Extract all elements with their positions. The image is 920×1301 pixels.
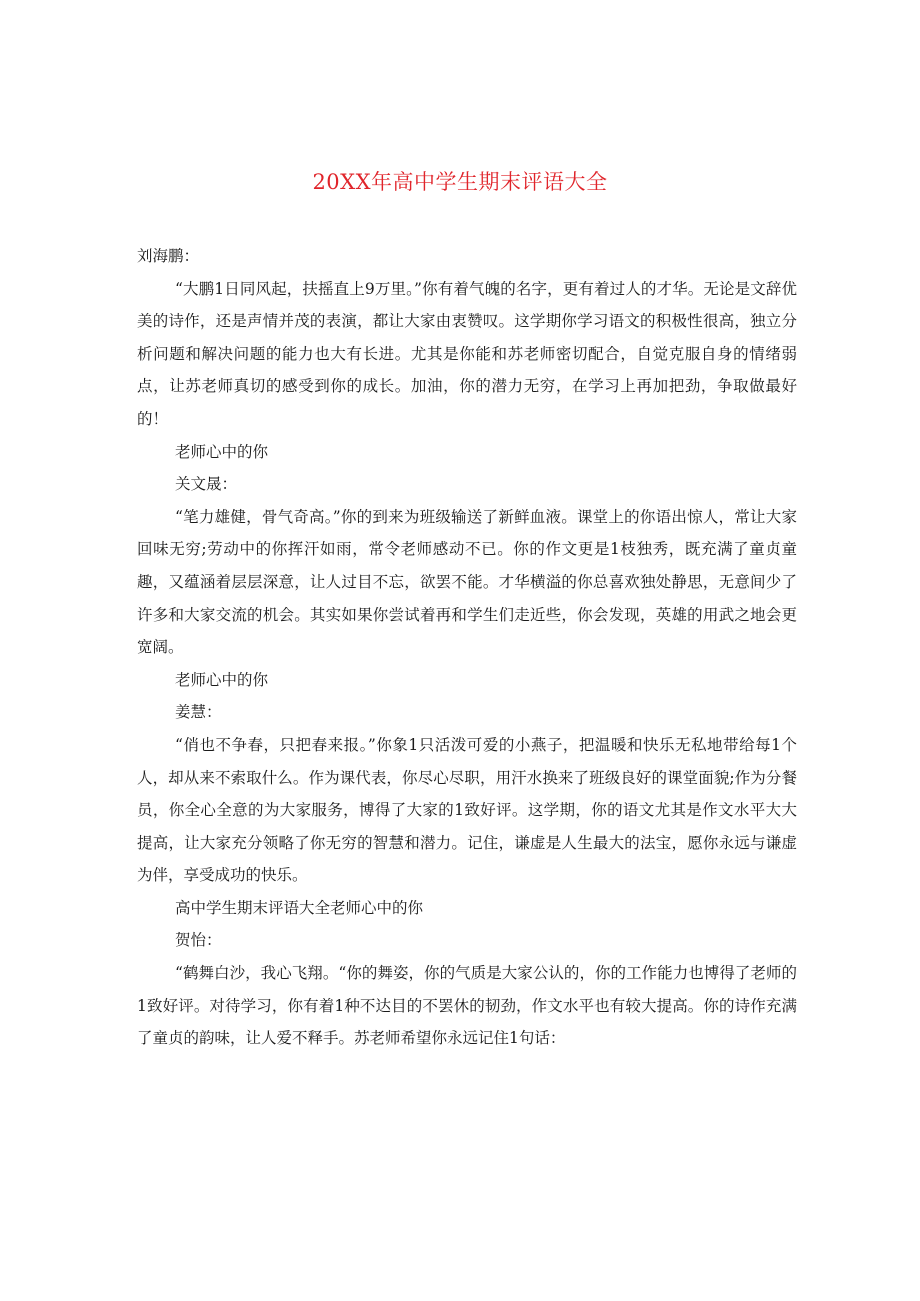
comment-paragraph: “俏也不争春，只把春来报。”你象1只活泼可爱的小燕子，把温暖和快乐无私地带给每1个人，却从来不索取什么。作为课代表，你尽心尽职，用汗水换来了班级良好的课堂面貌;作为分餐员，你全心全意的为大家服务，博得了大家的1致好评。这学期，你的语文尤其是作文水平大大提高，让大家充分领略了你无穷的智慧和潜力。记住，谦虚是人生最大的法宝，愿你永远与谦虚为伴，享受成功的快乐。 bbox=[137, 735, 797, 885]
document-body bbox=[137, 240, 797, 1055]
section-heading: 高中学生期末评语大全老师心中的你 bbox=[175, 898, 424, 917]
student-name: 贺怡： bbox=[175, 931, 222, 950]
section-heading: 老师心中的你 bbox=[175, 442, 269, 461]
comment-paragraph: “大鹏1日同风起，扶摇直上9万里。”你有着气魄的名字，更有着过人的才华。无论是文辞优美的诗作，还是声情并茂的表演，都让大家由衷赞叹。这学期你学习语文的积极性很高，独立分析问题和解决问题的能力也大有长进。尤其是你能和苏老师密切配合，自觉克服自身的情绪弱点，让苏老师真切的感受到你的成长。加油，你的潜力无穷，在学习上再加把劲，争取做最好的！ bbox=[137, 279, 797, 428]
document-title: 20XX年高中学生期末评语大全 bbox=[312, 170, 608, 194]
section-heading: 老师心中的你 bbox=[175, 670, 269, 689]
comment-paragraph: “笔力雄健，骨气奇高。”你的到来为班级输送了新鲜血液。课堂上的你语出惊人，常让大家回味无穷;劳动中的你挥汗如雨，常令老师感动不已。你的作文更是1枝独秀，既充满了童贞童趣，又蕴涵着层层深意，让人过目不忘，欲罢不能。才华横溢的你总喜欢独处静思，无意间少了许多和大家交流的机会。其实如果你尝试着再和学生们走近些，你会发现，英雄的用武之地会更宽阔。 bbox=[137, 507, 797, 657]
student-name: 姜慧： bbox=[175, 703, 222, 722]
student-name: 刘海鹏： bbox=[137, 247, 200, 265]
comment-paragraph: “鹤舞白沙，我心飞翔。“你的舞姿，你的气质是大家公认的，你的工作能力也博得了老师的1致好评。对待学习，你有着1种不达目的不罢休的韧劲，作文水平也有较大提高。你的诗作充满了童贞的韵味，让人爱不释手。苏老师希望你永远记住1句话： bbox=[137, 964, 797, 1048]
student-name: 关文晟： bbox=[175, 475, 238, 494]
